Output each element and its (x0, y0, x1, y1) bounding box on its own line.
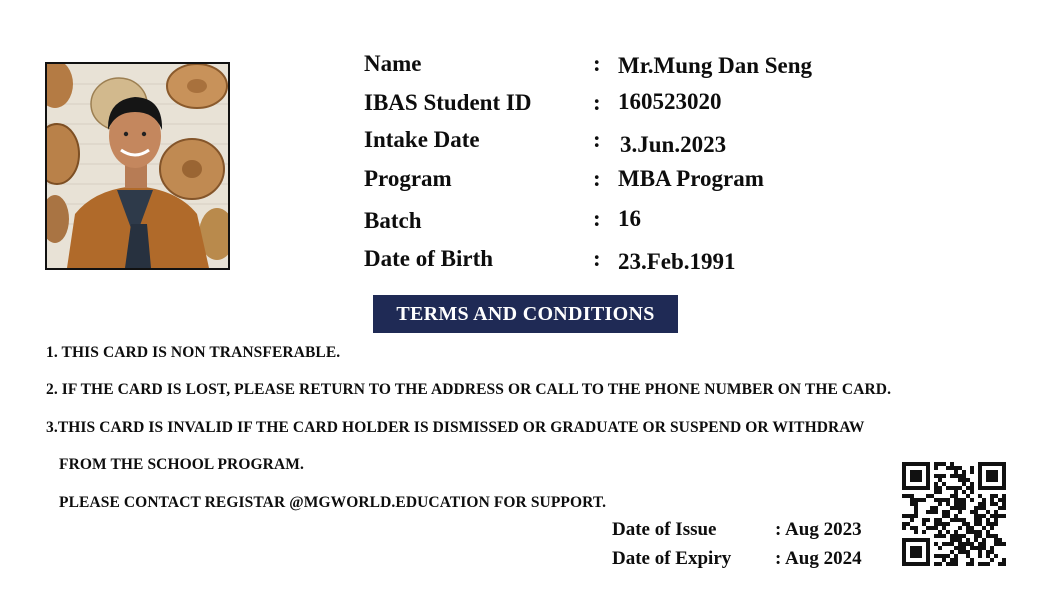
date-of-birth-label: Date of Birth (364, 246, 494, 271)
date-of-birth-separator: : (593, 246, 601, 271)
name-separator: : (593, 51, 601, 76)
program-value: MBA Program (618, 166, 764, 191)
expiry-date-value: : Aug 2024 (775, 548, 862, 569)
student-id-value: 160523020 (618, 89, 722, 114)
program-label: Program (364, 166, 452, 191)
term-line-3: 3.THIS CARD IS INVALID IF THE CARD HOLDER IS DISMISSED OR GRADUATE OR SUSPEND OR WITHDRAW (46, 419, 865, 436)
batch-label: Batch (364, 208, 422, 233)
intake-date-value: 3.Jun.2023 (620, 132, 727, 157)
info-row-date-of-birth (364, 246, 884, 278)
issue-date-label: Date of Issue (612, 519, 717, 540)
student-id-label: IBAS Student ID (364, 90, 532, 115)
student-photo (45, 62, 230, 270)
expiry-date-label: Date of Expiry (612, 548, 732, 569)
info-row-batch (364, 208, 884, 240)
info-row-name (364, 51, 884, 83)
qr-code (902, 462, 1006, 566)
batch-value: 16 (618, 206, 641, 231)
term-contact-line: PLEASE CONTACT REGISTAR @MGWORLD.EDUCATION FOR SUPPORT. (59, 494, 607, 511)
intake-date-separator: : (593, 127, 601, 152)
terms-title: TERMS AND CONDITIONS (373, 295, 678, 333)
name-value: Mr.Mung Dan Seng (618, 53, 813, 78)
term-line-1: 1. THIS CARD IS NON TRANSFERABLE. (46, 344, 341, 361)
intake-date-label: Intake Date (364, 127, 480, 152)
info-row-student-id (364, 90, 884, 122)
name-label: Name (364, 51, 422, 76)
term-line-2: 2. IF THE CARD IS LOST, PLEASE RETURN TO THE ADDRESS OR CALL TO THE PHONE NUMBER ON THE CARD. (46, 381, 892, 398)
term-line-3-continued: FROM THE SCHOOL PROGRAM. (59, 456, 304, 473)
info-row-intake-date (364, 127, 884, 159)
issue-date-value: : Aug 2023 (775, 519, 862, 540)
qr-code-icon (902, 462, 1006, 566)
batch-separator: : (593, 206, 601, 231)
info-row-program (364, 166, 884, 198)
program-separator: : (593, 166, 601, 191)
student-id-separator: : (593, 90, 601, 115)
date-of-birth-value: 23.Feb.1991 (618, 249, 736, 274)
portrait-image (47, 64, 228, 268)
